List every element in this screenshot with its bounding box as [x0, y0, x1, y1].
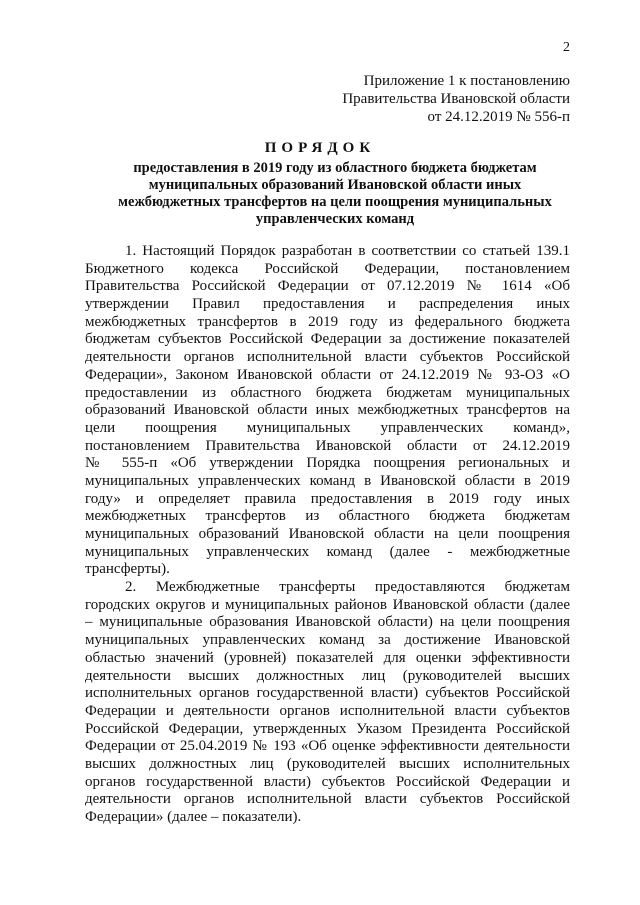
document-subtitle [100, 160, 570, 228]
subtitle-line: предоставления в 2019 году из областного бюджета бюджетам [133, 160, 537, 176]
paragraph-1-line: 1. Настоящий Порядок разработан в соответствии со статьей 139.1 [125, 243, 570, 259]
subtitle-line: управленческих команд [255, 211, 415, 227]
page-number: 2 [563, 40, 570, 55]
document-body [85, 243, 570, 827]
paragraph-1-line: муниципальных управленческих команд (далее - межбюджетные [85, 543, 570, 560]
paragraph-1-line: Федерации», Законом Ивановской области от 24.12.2019 № 93-ОЗ «О [85, 366, 570, 383]
paragraph-2-line: – муниципальные образования Ивановской области) на цели поощрения [85, 614, 570, 631]
paragraph-1-line: образований Ивановской области иных межбюджетных трансфертов на [85, 402, 570, 419]
paragraph-2-line: Федерации и деятельности органов исполнительной власти субъектов [85, 702, 570, 719]
paragraph-1-line: утверждении Правил предоставления и распределения иных [85, 296, 570, 313]
paragraph-2-line: муниципальных управленческих команд за достижение Ивановской [85, 632, 570, 649]
paragraph-2-line: высших должностных лиц (руководителей высших исполнительных [85, 755, 570, 772]
paragraph-2-line: Российской Федерации, утвержденных Указом Президента Российской [85, 720, 570, 737]
paragraph-1-line: межбюджетных трансфертов из областного бюджета бюджетам [85, 508, 570, 525]
paragraph-2-line: деятельности органов исполнительной власти субъектов Российской [85, 791, 570, 808]
paragraph-2-line: городских округов и муниципальных районов Ивановской области (далее [85, 596, 570, 613]
appendix-line: Приложение 1 к постановлению [363, 73, 570, 89]
subtitle-line: муниципальных образований Ивановской области иных [148, 177, 522, 193]
subtitle-line: межбюджетных трансфертов на цели поощрения муниципальных [118, 194, 552, 210]
document-title: ПОРЯДОК [264, 140, 376, 156]
paragraph-2-line: 2. Межбюджетные трансферты предоставляются бюджетам [125, 579, 570, 596]
appendix-header [342, 72, 570, 126]
paragraph-2-line: областью значений (уровней) показателей для оценки эффективности [85, 649, 570, 666]
paragraph-2-line: исполнительных органов государственной власти) субъектов Российской [85, 685, 570, 702]
paragraph-1-line: № 555-п «Об утверждении Порядка поощрения региональных и [85, 455, 570, 472]
paragraph-1-line: межбюджетных трансфертов в 2019 году из федерального бюджета [85, 313, 570, 330]
paragraph-2-line: Федерации» (далее – показатели). [85, 809, 302, 825]
paragraph-1-line: трансферты). [85, 561, 170, 578]
paragraph-1-line: Бюджетного кодекса Российской Федерации, постановлением [85, 260, 570, 277]
paragraph-1-line: предоставлении из областного бюджета бюджетам муниципальных [85, 384, 570, 401]
appendix-line: Правительства Ивановской области [342, 91, 570, 107]
paragraph-1-line: цели поощрения муниципальных управленческих команд», [85, 419, 570, 436]
paragraph-1-line: муниципальных управленческих команд в Ивановской области в 2019 [85, 472, 570, 489]
paragraph-2-line: Федерации от 25.04.2019 № 193 «Об оценке эффективности деятельности [85, 738, 570, 755]
paragraph-1-line: Правительства Российской Федерации от 07.12.2019 № 1614 «Об [85, 278, 570, 295]
paragraph-1-line: постановлением Правительства Ивановской области от 24.12.2019 [85, 437, 570, 454]
paragraph-1-line: деятельности органов исполнительной власти субъектов Российской [85, 349, 570, 366]
paragraph-1-line: году» и определяет правила предоставления в 2019 году иных [85, 490, 570, 507]
paragraph-1-line: бюджетам субъектов Российской Федерации за достижение показателей [85, 331, 570, 348]
paragraph-2-line: деятельности высших должностных лиц (руководителей высших [85, 667, 570, 684]
paragraph-2-line: органов государственной власти) субъектов Российской Федерации и [85, 773, 570, 790]
appendix-line: от 24.12.2019 № 556-п [427, 109, 570, 125]
paragraph-1-line: муниципальных образований Ивановской области на цели поощрения [85, 526, 570, 542]
